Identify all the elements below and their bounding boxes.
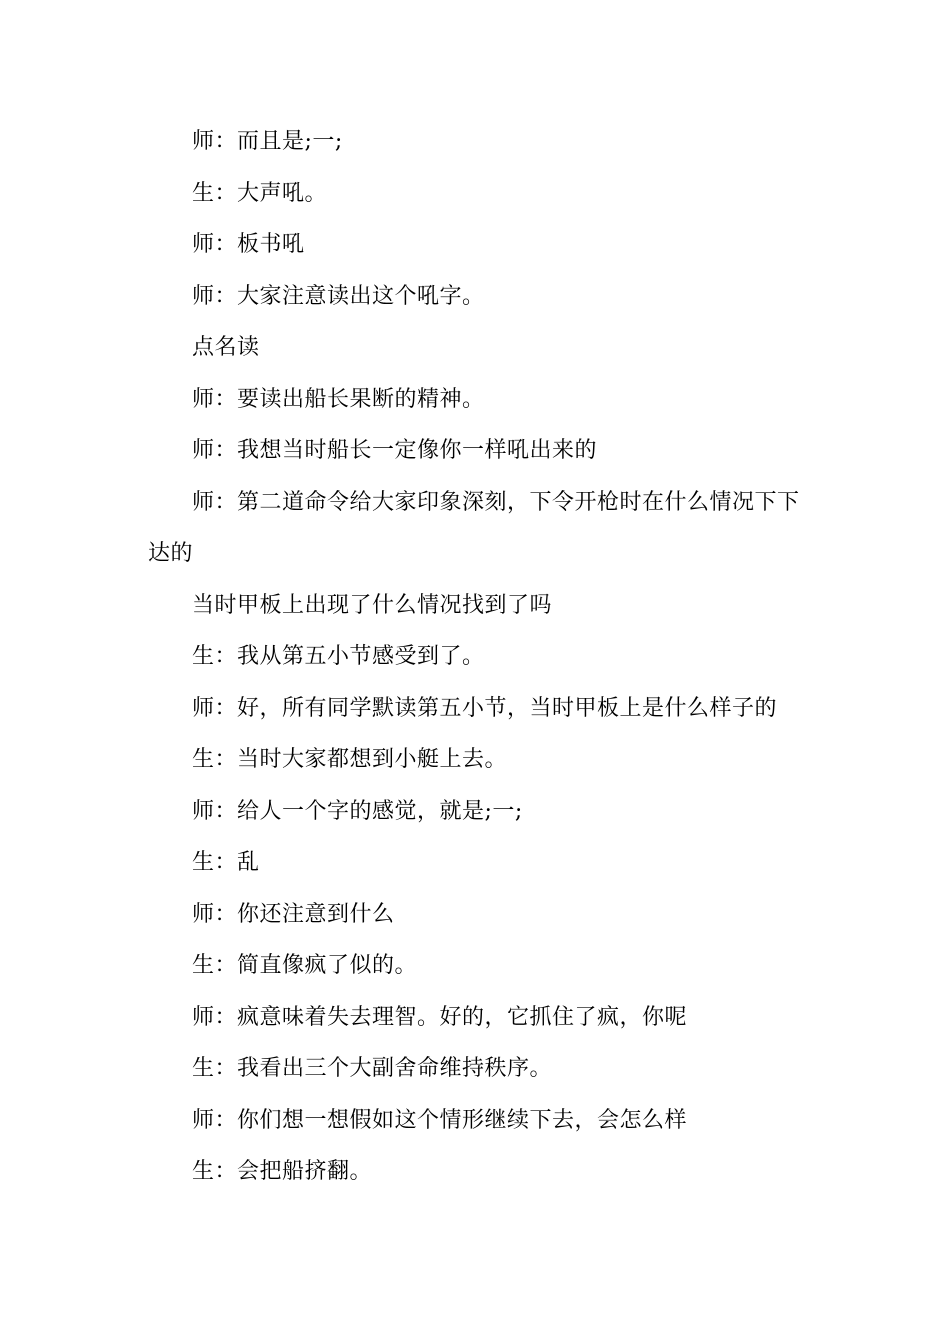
text-line: 生：会把船挤翻。 [192, 1159, 373, 1184]
text-line: 生：我从第五小节感受到了。 [192, 644, 485, 669]
text-line: 生：乱 [192, 850, 260, 875]
text-line: 师：而且是;一; [192, 129, 343, 154]
text-line-continuation: 达的 [148, 541, 194, 566]
text-line: 生：当时大家都想到小艇上去。 [192, 747, 508, 772]
text-line: 师：要读出船长果断的精神。 [192, 386, 485, 412]
text-line: 当时甲板上出现了什么情况找到了吗 [192, 592, 553, 618]
document-body [148, 116, 808, 1198]
text-line: 生：我看出三个大副舍命维持秩序。 [192, 1056, 553, 1081]
text-line: 师：板书吼 [192, 232, 305, 257]
text-line: 师：你们想一想假如这个情形继续下去，会怎么样 [192, 1107, 688, 1133]
text-line: 师：好，所有同学默读第五小节，当时甲板上是什么样子的 [192, 695, 778, 721]
text-line: 生：大声吼。 [192, 180, 328, 206]
text-line: 师：你还注意到什么 [192, 901, 395, 927]
text-line: 师：大家注意读出这个吼字。 [192, 283, 485, 309]
text-line: 师：疯意味着失去理智。好的，它抓住了疯，你呢 [192, 1004, 688, 1030]
text-line: 师：给人一个字的感觉，就是;一; [192, 798, 523, 824]
text-line: 点名读 [192, 335, 260, 360]
text-line: 师：我想当时船长一定像你一样吼出来的 [192, 438, 598, 463]
text-line: 生：简直像疯了似的。 [192, 953, 418, 978]
text-line: 师：第二道命令给大家印象深刻，下令开枪时在什么情况下下 [192, 489, 800, 515]
